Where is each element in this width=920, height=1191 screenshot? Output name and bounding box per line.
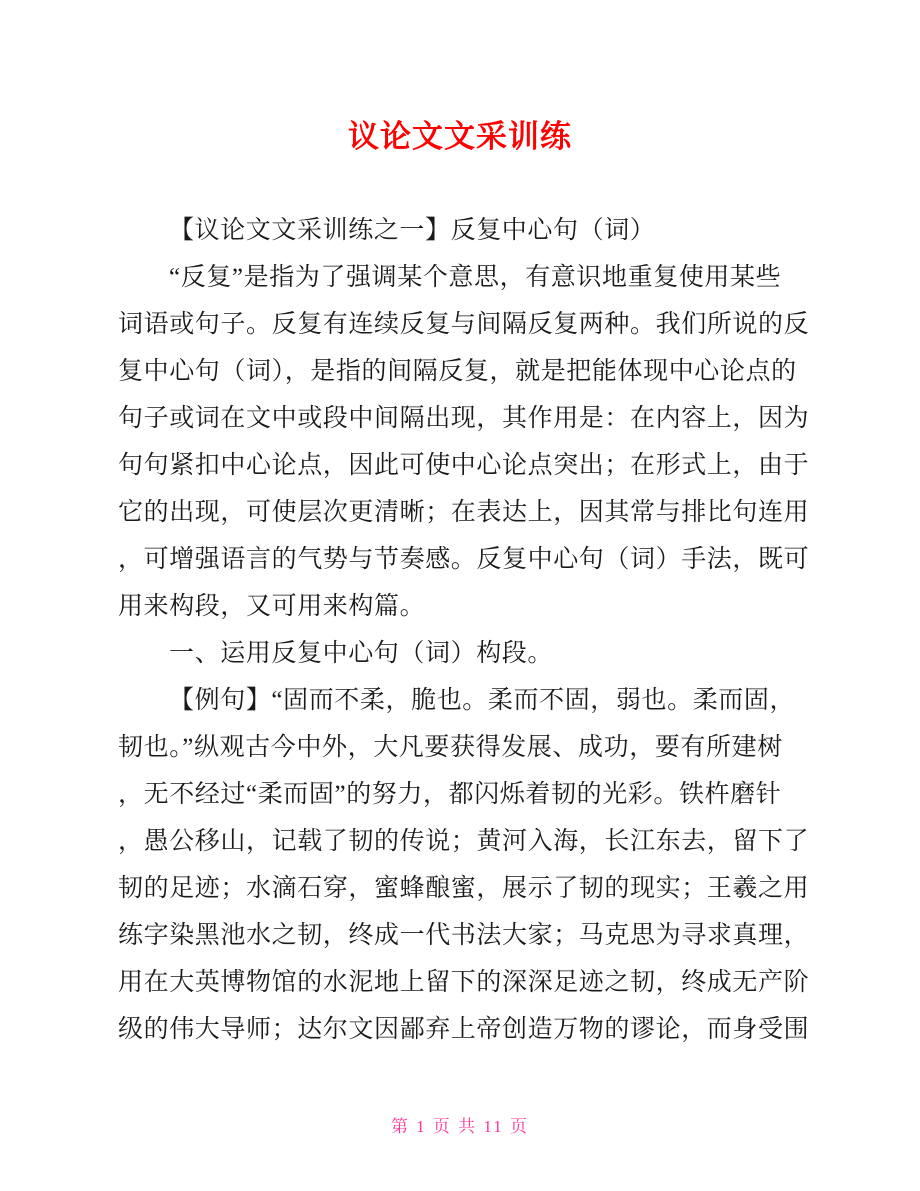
page-footer bbox=[0, 1112, 920, 1137]
text-line: ，愚公移山，记载了韧的传说；黄河入海，长江东去，留下了 bbox=[118, 828, 810, 855]
text-line: 【议论文文采训练之一】反复中心句（词） bbox=[169, 217, 656, 244]
page-number-label: 第 1 页 共 11 页 bbox=[390, 1117, 530, 1136]
text-line: ，无不经过“柔而固”的努力，都闪烁着韧的光彩。铁杵磨针 bbox=[118, 781, 782, 808]
text-line: 韧的足迹；水滴石穿，蜜蜂酿蜜，展示了韧的现实；王羲之用 bbox=[118, 875, 810, 902]
text-line: 用来构段，又可用来构篇。 bbox=[118, 593, 426, 620]
document-body bbox=[118, 207, 810, 1053]
text-line: 它的出现，可使层次更清晰；在表达上，因其常与排比句连用 bbox=[118, 499, 810, 526]
text-line: 复中心句（词），是指的间隔反复，就是把能体现中心论点的 bbox=[118, 358, 797, 385]
text-line: “反复”是指为了强调某个意思，有意识地重复使用某些 bbox=[169, 264, 782, 291]
text-line: 词语或句子。反复有连续反复与间隔反复两种。我们所说的反 bbox=[118, 311, 810, 338]
text-line: 句句紧扣中心论点，因此可使中心论点突出；在形式上，由于 bbox=[118, 452, 810, 479]
text-line: 用在大英博物馆的水泥地上留下的深深足迹之韧，终成无产阶 bbox=[118, 969, 810, 996]
document-title: 议论文文采训练 bbox=[348, 119, 572, 154]
text-line: 一、运用反复中心句（词）构段。 bbox=[169, 640, 554, 667]
text-line: 级的伟大导师；达尔文因鄙弃上帝创造万物的谬论，而身受围 bbox=[118, 1016, 810, 1043]
text-line: 练字染黑池水之韧，终成一代书法大家；马克思为寻求真理， bbox=[118, 922, 810, 949]
text-line: 韧也。”纵观古今中外，大凡要获得发展、成功，要有所建树 bbox=[118, 734, 783, 761]
text-line: ，可增强语言的气势与节奏感。反复中心句（词）手法，既可 bbox=[118, 546, 810, 573]
text-line: 【例句】“固而不柔，脆也。柔而不固，弱也。柔而固， bbox=[169, 687, 796, 714]
text-line: 句子或词在文中或段中间隔出现，其作用是：在内容上，因为 bbox=[118, 405, 810, 432]
